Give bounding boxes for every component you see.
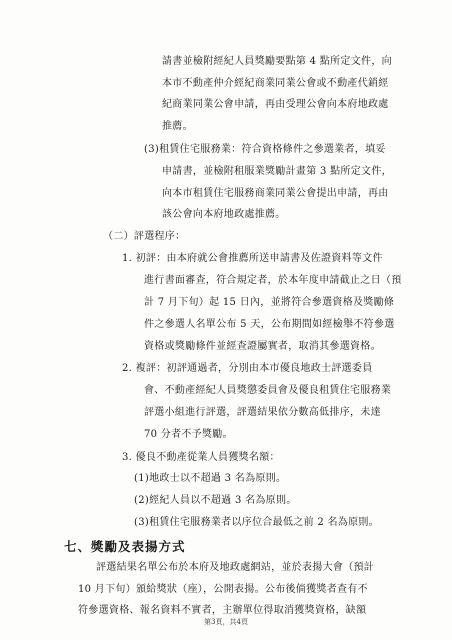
text-line: 紀商業同業公會申請，再由受理公會向本府地政處 [162,99,389,110]
section-heading: 七、獎勵及表揚方式 [64,539,186,554]
text-line: 評選小組進行評選，評選結果依分數高低排序，未達 [144,407,381,418]
list-item: (3)租賃住宅服務業者以序位合最低之前 2 名為原則。 [134,517,379,528]
text-line: 資格或獎勵條件並經查證屬實者，取消其參選資格。 [144,341,381,352]
text-line: 該公會向本府地政處推薦。 [162,209,286,220]
page-footer: 第3頁，共4頁 [204,618,248,626]
list-item: (1)地政士以不超過 3 名為原則。 [134,473,287,484]
text-line: 會、不動產經紀人員獎懲委員會及優良租賃住宅服務業 [144,385,392,396]
text-line: 件之參選人名單公布 5 天，公布期間如經檢舉不符參選 [144,319,395,330]
list-item: 2. 複評：初評通過者，分別由本市優良地政士評選委員 [122,363,373,374]
text-line: 評選結果名單公布於本府及地政處網站，並於表揚大會（預計 [96,562,375,573]
list-item: 3. 優良不動產從業人員獲獎名額： [122,452,280,463]
text-line: 進行書面審查，符合規定者，於本年度申請截止之日（預 [144,275,402,286]
text-line: 70 分者不予獎勵。 [144,429,233,440]
subsection-heading: （二）評選程序： [103,231,186,242]
list-item: (3)租賃住宅服務業：符合資格條件之參選業者，填妥 [144,144,386,155]
text-line: 向本市租賃住宅服務商業同業公會提出申請，再由 [162,188,389,199]
text-line: 本市不動產仲介經紀商業同業公會或不動產代銷經 [162,78,389,89]
list-item: 1. 初評：由本府就公會推薦所送申請書及佐證資料等文件 [122,253,383,264]
text-line: 請書並檢附經紀人員獎勵要點第 4 點所定文件，向 [162,56,392,67]
text-line: 申請書，並檢附租服業獎勵計畫第 3 點所定文件， [162,166,392,177]
text-line: 推薦。 [162,121,193,132]
text-line: 計 7 月下旬）起 15 日內，並將符合參選資格及獎勵條 [144,297,395,308]
list-item: (2)經紀人員以不超過 3 名為原則。 [134,495,297,506]
text-line: 符參選資格、報名資料不實者，主辦單位得取消獲獎資格，缺額 [78,605,367,616]
text-line: 10 月下旬）頒給獎狀（座），公開表揚。公布後倘獲獎者查有不 [78,584,368,595]
